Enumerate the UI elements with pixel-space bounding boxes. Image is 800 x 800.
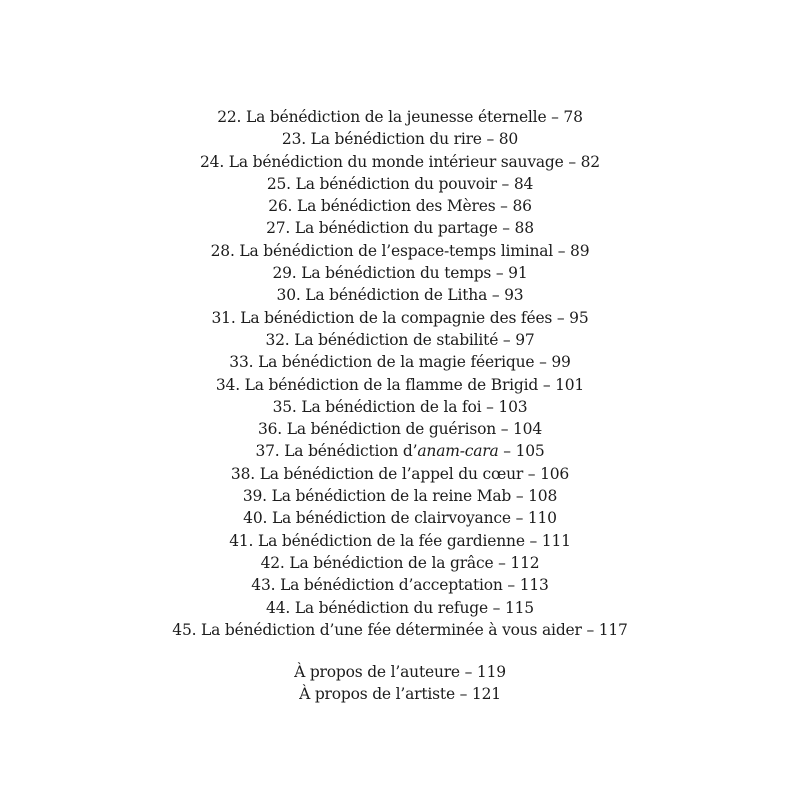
toc-entry-26: 26. La bénédiction des Mères – 86	[268, 197, 532, 216]
toc-entry-24: 24. La bénédiction du monde intérieur sauvage – 82	[200, 152, 600, 171]
toc-entry-22: 22. La bénédiction de la jeunesse éternelle – 78	[217, 108, 583, 126]
toc-entry-41: 41. La bénédiction de la fée gardienne – 111	[229, 531, 571, 550]
toc-entry-37-prefix: 37. La bénédiction d’	[255, 442, 418, 461]
toc-about-author: À propos de l’auteure – 119	[294, 663, 506, 682]
toc-entry-42: 42. La bénédiction de la grâce – 112	[260, 553, 540, 572]
toc-entry-34: 34. La bénédiction de la flamme de Brigid – 101	[215, 375, 585, 394]
toc-entry-23: 23. La bénédiction du rire – 80	[281, 130, 519, 149]
toc-entry-28: 28. La bénédiction de l’espace-temps liminal – 89	[210, 241, 590, 260]
toc-entry-43: 43. La bénédiction d’acceptation – 113	[251, 576, 549, 595]
toc-entry-32: 32. La bénédiction de stabilité – 97	[265, 330, 535, 349]
toc-entry-36: 36. La bénédiction de guérison – 104	[257, 420, 542, 439]
toc-entry-37-italic: anam-cara	[417, 442, 499, 461]
toc-entry-38: 38. La bénédiction de l’appel du cœur – 106	[230, 464, 570, 483]
toc-entry-39: 39. La bénédiction de la reine Mab – 108	[242, 487, 558, 506]
toc-entry-37-suffix: – 105	[498, 442, 545, 461]
toc-entry-45: 45. La bénédiction d’une fée déterminée à vous aider – 117	[172, 620, 628, 639]
toc-entry-25: 25. La bénédiction du pouvoir – 84	[266, 174, 534, 193]
toc-about-artist: À propos de l’artiste – 121	[299, 685, 501, 704]
toc-entry-29: 29. La bénédiction du temps – 91	[272, 264, 528, 283]
toc-entry-30: 30. La bénédiction de Litha – 93	[276, 286, 524, 305]
toc-entry-35: 35. La bénédiction de la foi – 103	[272, 397, 528, 416]
table-of-contents	[0, 106, 800, 706]
toc-entry-44: 44. La bénédiction du refuge – 115	[266, 598, 534, 617]
toc-entry-31: 31. La bénédiction de la compagnie des fées – 95	[211, 308, 589, 327]
section-spacer	[0, 641, 800, 661]
toc-entry-40: 40. La bénédiction de clairvoyance – 110	[243, 509, 557, 528]
toc-entry-27: 27. La bénédiction du partage – 88	[266, 219, 534, 238]
toc-entry-33: 33. La bénédiction de la magie féerique – 99	[229, 353, 571, 372]
toc-entry-37	[0, 440, 800, 462]
